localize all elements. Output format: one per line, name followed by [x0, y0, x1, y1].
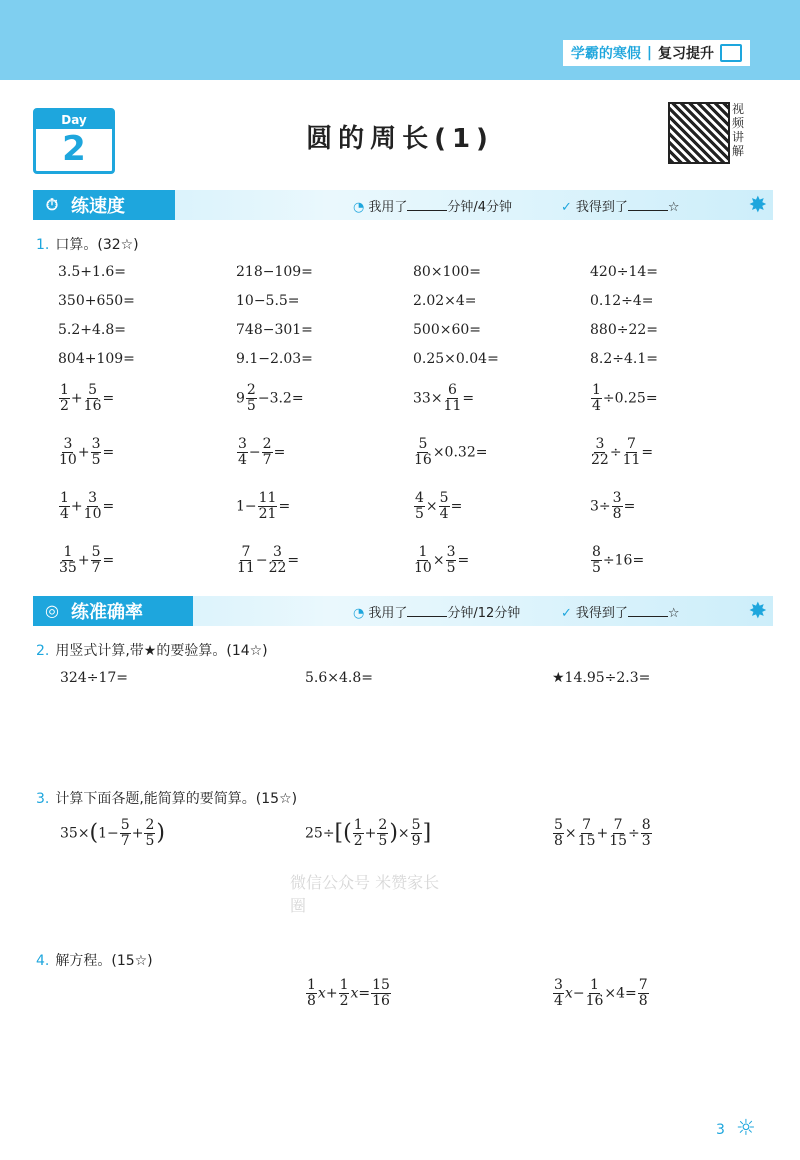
tail: = [462, 390, 475, 407]
denominator: 7 [91, 560, 101, 576]
clock-icon: ◔ [353, 606, 365, 621]
operator: + [70, 390, 83, 407]
tail: = [287, 552, 300, 569]
question-number: 4. [36, 953, 50, 969]
operator: × [397, 825, 410, 842]
problem: 0.12÷4= [590, 293, 654, 309]
tail: = [102, 552, 115, 569]
operator: × [564, 825, 577, 842]
fraction-problem [413, 383, 474, 414]
fraction-problem [590, 491, 635, 522]
denominator: 5 [91, 452, 101, 468]
fraction-problem [236, 491, 290, 522]
denominator: 8 [638, 993, 648, 1009]
problem: 3.5+1.6= [58, 264, 126, 280]
variable-term: x+ [317, 985, 338, 1002]
denominator: 22 [591, 452, 609, 468]
numerator: 1 [592, 382, 601, 398]
denominator: 10 [83, 506, 102, 522]
denominator: 11 [622, 452, 641, 468]
denominator: 11 [237, 560, 255, 576]
denominator: 15 [609, 833, 628, 849]
fraction-problem [590, 437, 653, 468]
paren: ) [389, 820, 398, 846]
problem: 804+109= [58, 351, 135, 367]
denominator: 16 [585, 993, 604, 1009]
operator: ÷ [609, 444, 622, 461]
question-number: 3. [36, 791, 50, 807]
operator: + [77, 552, 90, 569]
numerator: 3 [238, 436, 247, 452]
question-text: 解方程。(15☆) [55, 953, 153, 969]
time-used [353, 196, 512, 215]
problem: ★14.95÷2.3= [552, 670, 651, 686]
simplify-problem-b [305, 818, 431, 849]
numerator: 1 [353, 817, 363, 833]
denominator: 2 [60, 398, 69, 414]
numerator: 1 [590, 977, 599, 993]
question-2-head [36, 640, 268, 660]
denominator: 5 [246, 398, 256, 414]
equation-b [552, 978, 650, 1009]
problem: 420÷14= [590, 264, 658, 280]
numerator: 11 [258, 490, 277, 506]
operator: − [255, 552, 268, 569]
numerator: 3 [612, 490, 622, 506]
time-used-label: 我用了 [368, 200, 408, 215]
prefix: 33× [413, 390, 443, 407]
tail: ÷16= [602, 552, 645, 569]
numerator: 3 [446, 544, 456, 560]
simplify-problem-c [552, 818, 653, 849]
problem: 10−5.5= [236, 293, 300, 309]
numerator: 5 [120, 817, 130, 833]
denominator: 4 [439, 506, 449, 522]
denominator: 4 [60, 506, 69, 522]
tail: = [273, 444, 286, 461]
denominator: 5 [415, 506, 424, 522]
score-label: 我得到了 [575, 606, 628, 621]
denominator: 22 [268, 560, 287, 576]
tail: ÷0.25= [602, 390, 658, 407]
denominator: 3 [641, 833, 651, 849]
numerator: 1 [418, 544, 428, 560]
book-icon [720, 44, 742, 62]
tag-separator: | [646, 45, 652, 61]
denominator: 5 [145, 833, 155, 849]
fraction-problem [58, 545, 114, 576]
question-number: 1. [36, 237, 50, 253]
fraction-problem [58, 491, 114, 522]
section-accuracy-bar [33, 596, 773, 626]
numerator: 5 [439, 490, 449, 506]
operator: + [364, 825, 377, 842]
numerator: 2 [378, 817, 388, 833]
fraction-problem [413, 437, 487, 468]
prefix: 25÷ [305, 825, 335, 842]
paren: ) [156, 820, 165, 846]
section-speed-tab [33, 190, 175, 220]
denominator: 9 [411, 833, 421, 849]
numerator: 2 [262, 436, 272, 452]
tail: = [102, 444, 115, 461]
problem: 5.6×4.8= [305, 670, 373, 686]
numerator: 3 [554, 977, 563, 993]
check-icon: ✓ [561, 606, 572, 621]
tail: = [641, 444, 654, 461]
numerator: 1 [63, 544, 73, 560]
tail: = [450, 498, 463, 515]
operator: + [596, 825, 609, 842]
denominator: 4 [238, 452, 247, 468]
numerator: 3 [273, 544, 282, 560]
problem: 748−301= [236, 322, 313, 338]
tail: ×0.32= [432, 444, 488, 461]
tail: = [102, 498, 115, 515]
tail: = [623, 498, 636, 515]
numerator: 3 [595, 436, 605, 452]
fraction-problem [236, 383, 304, 414]
page-number: 3 [716, 1122, 725, 1138]
score-label: 我得到了 [575, 200, 628, 215]
denominator: 16 [414, 452, 432, 468]
tail: = [457, 552, 470, 569]
section-speed-bar [33, 190, 773, 220]
question-text: 口算。(32☆) [55, 237, 139, 253]
time-limit: 分钟/12分钟 [447, 606, 521, 621]
check-icon: ✓ [561, 200, 572, 215]
numerator: 8 [592, 544, 601, 560]
numerator: 8 [641, 817, 651, 833]
numerator: 1 [339, 977, 349, 993]
numerator: 7 [241, 544, 251, 560]
time-limit: 分钟/4分钟 [447, 200, 513, 215]
fraction-problem [590, 545, 644, 576]
operator: + [131, 825, 144, 842]
numerator: 7 [638, 977, 648, 993]
prefix: 3÷ [590, 498, 611, 515]
numerator: 7 [627, 436, 636, 452]
numerator: 1 [60, 490, 69, 506]
denominator: 10 [59, 452, 77, 468]
book-series-tag [563, 40, 750, 66]
target-icon: ◎ [45, 601, 59, 620]
question-text: 用竖式计算,带★的要验算。(14☆) [55, 643, 268, 659]
numerator: 15 [372, 977, 390, 993]
fraction-problem [236, 545, 299, 576]
denominator: 11 [443, 398, 462, 414]
time-used-label: 我用了 [368, 606, 408, 621]
tail: −3.2= [257, 390, 304, 407]
denominator: 8 [307, 993, 316, 1009]
fraction-problem [58, 383, 114, 414]
operator: + [77, 444, 90, 461]
problem: 324÷17= [60, 670, 128, 686]
problem: 350+650= [58, 293, 135, 309]
question-text: 计算下面各题,能简算的要简算。(15☆) [55, 791, 298, 807]
question-number: 2. [36, 643, 50, 659]
denominator: 2 [339, 993, 349, 1009]
star-unit: ☆ [667, 606, 680, 621]
problem: 5.2+4.8= [58, 322, 126, 338]
watermark: 微信公众号 米赞家长圈 [290, 873, 440, 915]
score-blank[interactable] [628, 604, 668, 617]
numerator: 2 [246, 382, 256, 398]
section-accuracy-title: 练准确率 [71, 602, 143, 623]
tail: = [278, 498, 291, 515]
numerator: 2 [145, 817, 155, 833]
problem: 2.02×4= [413, 293, 477, 309]
simplify-problem-a [60, 818, 165, 849]
prefix: 35× [60, 825, 90, 842]
numerator: 6 [448, 382, 457, 398]
numerator: 3 [91, 436, 101, 452]
denominator: 5 [592, 560, 601, 576]
operator: ÷ [628, 825, 640, 842]
term: 1− [98, 825, 119, 842]
variable-term: x− [564, 985, 585, 1002]
operator: × [425, 498, 438, 515]
numerator: 7 [613, 817, 623, 833]
section-accuracy-tab [33, 596, 193, 626]
time-used [353, 602, 520, 621]
numerator: 3 [63, 436, 73, 452]
denominator: 8 [554, 833, 563, 849]
star-splash-icon: ✸ [748, 599, 767, 624]
operator: × [432, 552, 445, 569]
numerator: 3 [88, 490, 98, 506]
fraction-problem [413, 545, 469, 576]
stopwatch-icon: ⏱ [45, 195, 59, 214]
problem: 8.2÷4.1= [590, 351, 658, 367]
fraction-problem [58, 437, 114, 468]
numerator: 7 [582, 817, 592, 833]
score-earned [561, 602, 680, 621]
series-subtitle: 复习提升 [658, 46, 714, 62]
day-number: 2 [62, 129, 86, 169]
clock-icon: ◔ [353, 200, 365, 215]
qr-code-icon[interactable] [668, 102, 730, 164]
prefix: 1− [236, 498, 257, 515]
problem: 500×60= [413, 322, 481, 338]
time-blank[interactable] [407, 604, 447, 617]
series-name: 学霸的寒假 [570, 46, 641, 62]
denominator: 7 [262, 452, 272, 468]
denominator: 7 [120, 833, 130, 849]
numerator: 1 [60, 382, 69, 398]
qr-label: 视频讲解 [732, 102, 745, 158]
denominator: 16 [372, 993, 390, 1009]
denominator: 8 [612, 506, 622, 522]
numerator: 5 [554, 817, 563, 833]
variable-term: x= [350, 985, 371, 1002]
fraction-problem [413, 491, 462, 522]
denominator: 35 [59, 560, 77, 576]
operator: − [248, 444, 261, 461]
problem: 880÷22= [590, 322, 658, 338]
question-4-head [36, 950, 153, 970]
denominator: 5 [446, 560, 456, 576]
problem: 218−109= [236, 264, 313, 280]
numerator: 5 [418, 436, 428, 452]
score-blank[interactable] [628, 198, 668, 211]
sun-icon: ☼ [736, 1116, 756, 1141]
fraction-problem [590, 383, 658, 414]
denominator: 4 [592, 398, 601, 414]
bracket: [ [334, 820, 344, 846]
page-title: 圆的周长(1) [306, 124, 494, 154]
question-1-head [36, 234, 139, 254]
denominator: 2 [353, 833, 363, 849]
tail: = [102, 390, 115, 407]
fraction-problem [236, 437, 285, 468]
paren: ( [343, 820, 352, 846]
whole-number: 9 [236, 390, 245, 407]
problem: 0.25×0.04= [413, 351, 499, 367]
equation-a [305, 978, 392, 1009]
problem: 80×100= [413, 264, 481, 280]
section-speed-title: 练速度 [71, 196, 125, 217]
paren: ( [89, 820, 99, 846]
denominator: 16 [83, 398, 102, 414]
numerator: 5 [91, 544, 101, 560]
denominator: 5 [378, 833, 388, 849]
question-3-head [36, 788, 297, 808]
numerator: 5 [88, 382, 98, 398]
bracket: ] [422, 820, 432, 846]
operator: ×4= [604, 985, 637, 1002]
star-unit: ☆ [667, 200, 680, 215]
denominator: 21 [258, 506, 277, 522]
star-splash-icon: ✸ [748, 193, 767, 218]
denominator: 4 [554, 993, 563, 1009]
numerator: 4 [415, 490, 424, 506]
numerator: 1 [307, 977, 316, 993]
denominator: 15 [577, 833, 596, 849]
operator: + [70, 498, 83, 515]
problem: 9.1−2.03= [236, 351, 313, 367]
time-blank[interactable] [407, 198, 447, 211]
score-earned [561, 196, 680, 215]
numerator: 5 [411, 817, 421, 833]
day-label: Day [36, 111, 112, 129]
denominator: 10 [414, 560, 432, 576]
